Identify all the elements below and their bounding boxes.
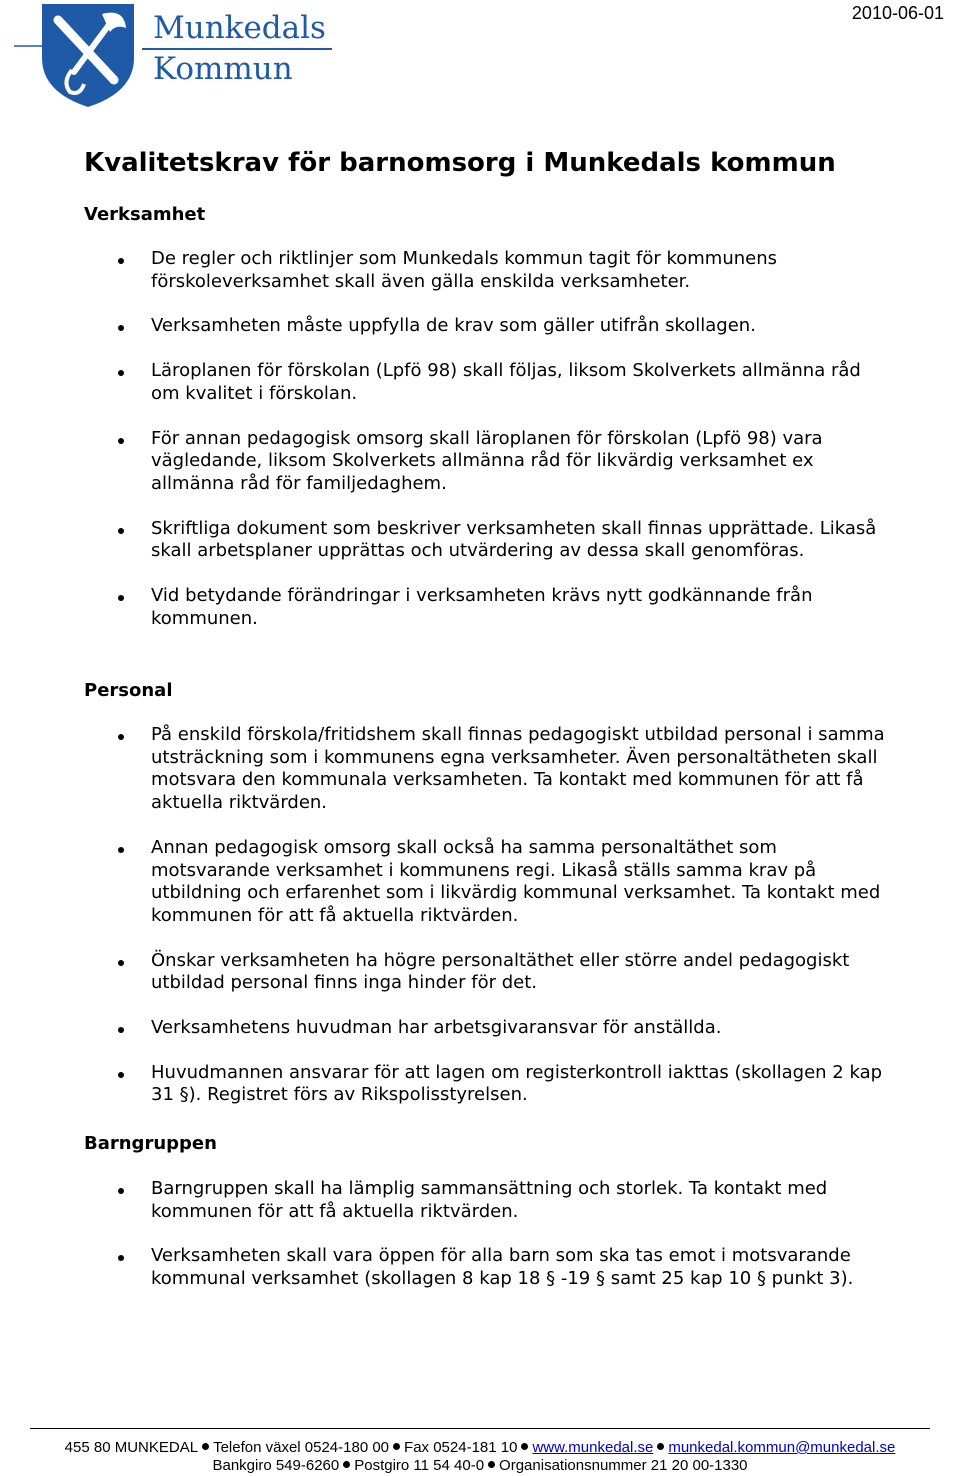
list-item: Huvudmannen ansvarar för att lagen om registerkontroll iakttas (skollagen 2 kap 31 §). Registret förs av Rikspolisstyrelsen. [151, 1062, 891, 1107]
bullet-icon [393, 1443, 400, 1450]
footer-divider [30, 1428, 930, 1429]
list-item: Verksamheten måste uppfylla de krav som gäller utifrån skollagen. [151, 315, 891, 338]
footer-web-link[interactable]: www.munkedal.se [532, 1439, 654, 1456]
logo-line-2: Kommun [153, 51, 293, 87]
list-item: För annan pedagogisk omsorg skall läroplanen för förskolan (Lpfö 98) vara vägledande, liksom Skolverkets allmänna råd för likvärdig verksamhet ex allmänna råd för familjedaghem. [151, 428, 891, 496]
list-item: Annan pedagogisk omsorg skall också ha samma personaltäthet som motsvarande verksamhet i kommunens regi. Likaså ställs samma krav på utbildning och erfarenhet som i likvärdig kommunal verksamhet. Ta kontakt med kommunen för att få aktuella riktvärden. [151, 837, 891, 928]
document-date: 2010-06-01 [851, 3, 944, 23]
footer-phone: Telefon växel 0524-180 00 [213, 1439, 390, 1456]
section-heading-verksamhet: Verksamhet [84, 204, 206, 225]
list-item: Vid betydande förändringar i verksamheten krävs nytt godkännande från kommunen. [151, 585, 891, 630]
list-item: Verksamhetens huvudman har arbetsgivaransvar för anställda. [151, 1017, 891, 1040]
list-personal [151, 724, 891, 1107]
bullet-icon [202, 1443, 209, 1450]
document-title: Kvalitetskrav för barnomsorg i Munkedals kommun [84, 148, 836, 178]
bullet-icon [488, 1461, 495, 1468]
list-item: Skriftliga dokument som beskriver verksamheten skall finnas upprättade. Likaså skall arbetsplaner upprättas och utvärdering av dessa skall genomföras. [151, 518, 891, 563]
footer-contact-line [0, 1439, 960, 1456]
logo-divider [142, 48, 332, 50]
bullet-icon [521, 1443, 528, 1450]
list-barngruppen [151, 1178, 891, 1291]
list-item: Önskar verksamheten ha högre personaltäthet eller större andel pedagogiskt utbildad personal finns inga hinder för det. [151, 950, 891, 995]
list-verksamhet [151, 248, 891, 630]
municipality-logo [14, 0, 324, 110]
footer-email-link[interactable]: munkedal.kommun@munkedal.se [668, 1439, 896, 1456]
footer-payment-line [0, 1457, 960, 1474]
footer-bankgiro: Bankgiro 549-6260 [212, 1457, 340, 1474]
section-heading-personal: Personal [84, 680, 173, 701]
section-heading-barngruppen: Barngruppen [84, 1133, 217, 1154]
logo-line-1: Munkedals [153, 10, 326, 46]
coat-of-arms-icon [14, 0, 144, 110]
list-item: Läroplanen för förskolan (Lpfö 98) skall följas, liksom Skolverkets allmänna råd om kvalitet i förskolan. [151, 360, 891, 405]
list-item: De regler och riktlinjer som Munkedals kommun tagit för kommunens förskoleverksamhet skall även gälla enskilda verksamheter. [151, 248, 891, 293]
footer-orgnr: Organisationsnummer 21 20 00-1330 [499, 1457, 748, 1474]
list-item: På enskild förskola/fritidshem skall finnas pedagogiskt utbildad personal i samma utsträckning som i kommunens egna verksamheter. Även personaltätheten skall motsvara den kommunala verksamheten. Ta kontakt med kommunen för att få aktuella riktvärden. [151, 724, 891, 815]
list-item: Verksamheten skall vara öppen för alla barn som ska tas emot i motsvarande kommunal verksamhet (skollagen 8 kap 18 § -19 § samt 25 kap 10 § punkt 3). [151, 1245, 891, 1290]
bullet-icon [343, 1461, 350, 1468]
bullet-icon [657, 1443, 664, 1450]
footer-fax: Fax 0524-181 10 [404, 1439, 518, 1456]
list-item: Barngruppen skall ha lämplig sammansättning och storlek. Ta kontakt med kommunen för att få aktuella riktvärden. [151, 1178, 891, 1223]
footer-address: 455 80 MUNKEDAL [64, 1439, 199, 1456]
footer-postgiro: Postgiro 11 54 40-0 [354, 1457, 485, 1474]
